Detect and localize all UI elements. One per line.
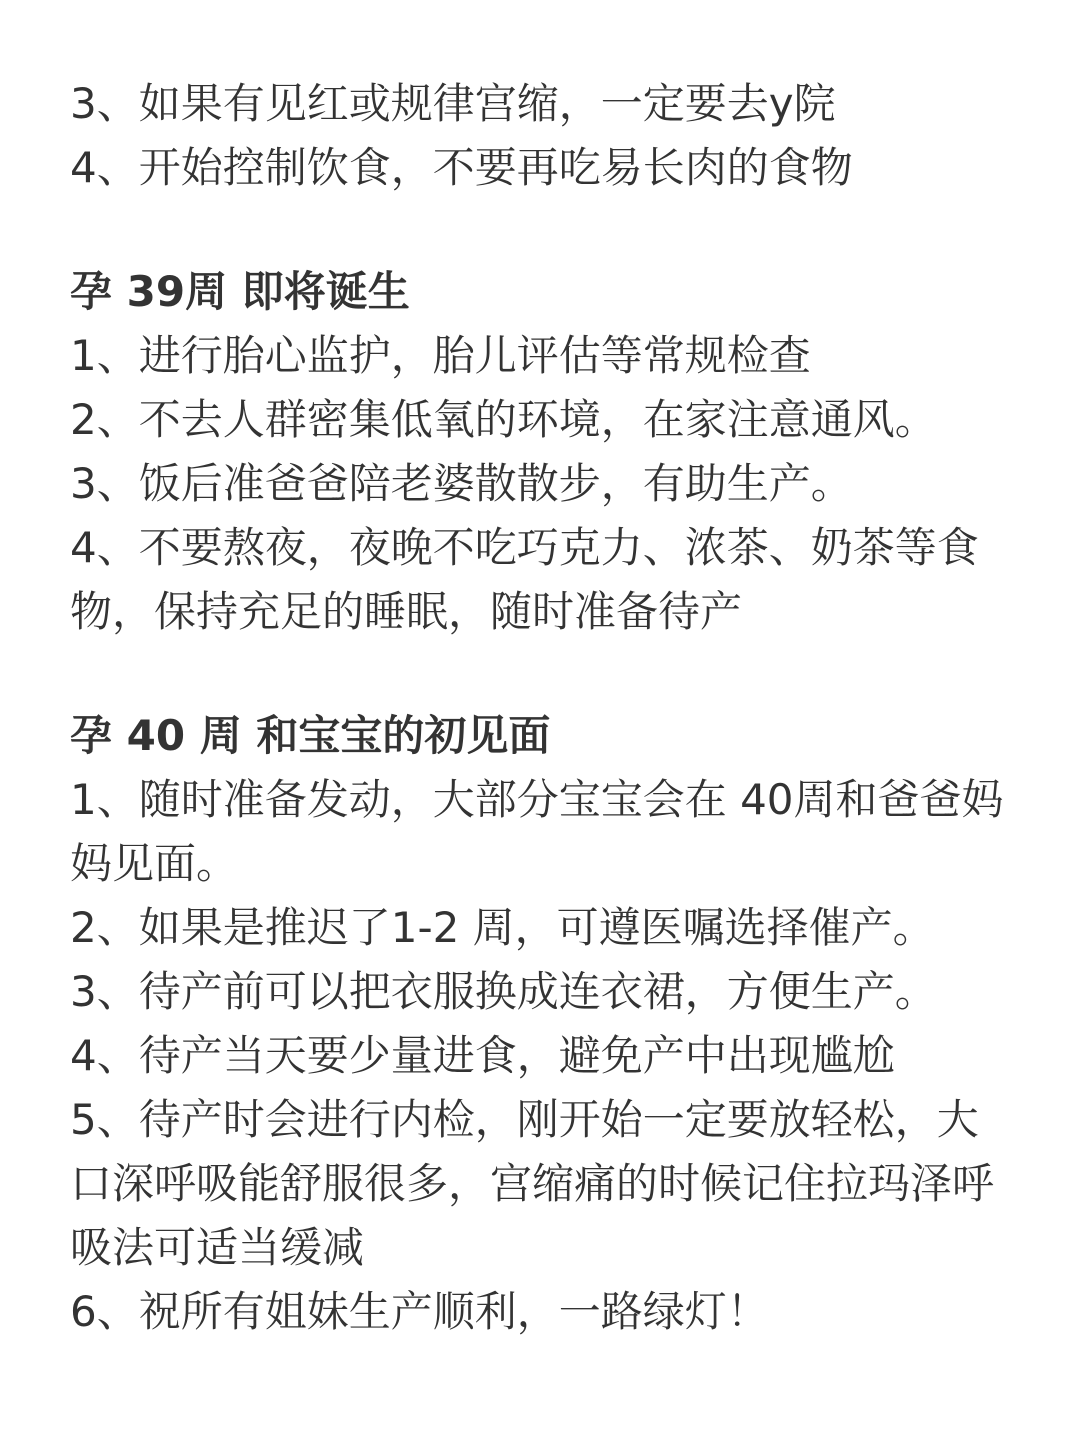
list-item: 3、饭后准爸爸陪老婆散散步，有助生产。: [70, 459, 853, 508]
list-item: 6、祝所有姐妹生产顺利，一路绿灯！: [70, 1287, 769, 1336]
article-body: [70, 72, 1010, 1344]
section-heading-week40: 孕 40 周 和宝宝的初见面: [70, 711, 551, 760]
list-item: 4、不要熬夜，夜晚不吃巧克力、浓茶、奶茶等食物，保持充足的睡眠，随时准备待产: [70, 523, 979, 636]
section-heading-week39: 孕 39周 即将诞生: [70, 267, 410, 316]
section-divider: [70, 200, 1010, 260]
list-item: 2、如果是推迟了1-2 周，可遵医嘱选择催产。: [70, 903, 935, 952]
list-item: 4、开始控制饮食，不要再吃易长肉的食物: [70, 143, 853, 192]
list-item: 3、如果有见红或规律宫缩，一定要去y院: [70, 79, 836, 128]
list-item: 5、待产时会进行内检，刚开始一定要放轻松，大口深呼吸能舒服很多，宫缩痛的时候记住拉玛泽呼吸法可适当缓减: [70, 1095, 995, 1272]
list-item: 4、待产当天要少量进食，避免产中出现尴尬: [70, 1031, 895, 1080]
list-item: 2、不去人群密集低氧的环境，在家注意通风。: [70, 395, 937, 444]
list-item: 1、随时准备发动，大部分宝宝会在 40周和爸爸妈妈见面。: [70, 775, 1004, 888]
list-item: 3、待产前可以把衣服换成连衣裙，方便生产。: [70, 967, 937, 1016]
list-item: 1、进行胎心监护，胎儿评估等常规检查: [70, 331, 811, 380]
section-divider: [70, 644, 1010, 704]
